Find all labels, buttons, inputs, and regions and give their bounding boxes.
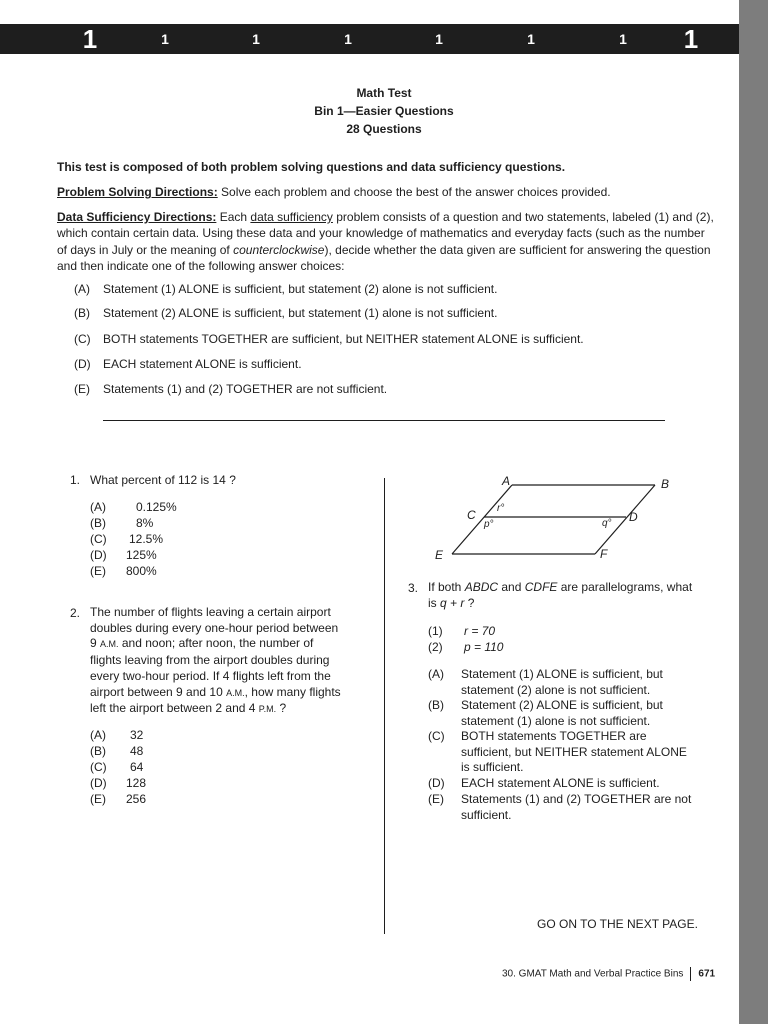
chapter-title: 30. GMAT Math and Verbal Practice Bins xyxy=(502,968,684,980)
column-divider xyxy=(384,478,385,934)
statement-2: (2) p = 110 xyxy=(428,640,504,654)
vertex-e: E xyxy=(435,548,444,562)
test-intro: This test is composed of both problem solving questions and data sufficiency questions. xyxy=(57,160,566,174)
question-3-number: 3. xyxy=(408,581,419,595)
angle-p: p° xyxy=(484,519,494,530)
question-text: What percent of 112 is 14 ? xyxy=(90,473,236,487)
ds-choice: (E) Statements (1) and (2) TOGETHER are not sufficient. xyxy=(74,382,388,396)
statement-1: (1) r = 70 xyxy=(428,624,496,638)
ds-label: Data Sufficiency Directions: xyxy=(57,210,217,224)
question-2-text: The number of flights leaving a certain airport doubles during every one-hour period between 9 A.M. and noon; after noon, the number of flights leaving from the airport doubles during every two-hour period. If 4 flights left from the airport between 9 and 10 A.M., how many flights left the airport between 2 and 4 P.M. ? xyxy=(90,605,341,716)
answer-option[interactable]: (E) 256 xyxy=(90,792,147,806)
answer-option[interactable]: (A) 32 xyxy=(90,728,144,742)
section-number: 1 xyxy=(82,24,98,54)
answer-option[interactable]: (E) 800% xyxy=(90,564,157,578)
answer-option[interactable]: (D) EACH statement ALONE is sufficient. xyxy=(428,776,660,790)
vertex-f: F xyxy=(600,547,608,561)
answer-option[interactable]: (B) Statement (2) ALONE is sufficient, but statement (1) alone is not sufficient. xyxy=(428,698,663,728)
ds-choice: (A) Statement (1) ALONE is sufficient, but statement (2) alone is not sufficient. xyxy=(74,282,498,296)
answer-option[interactable]: (B) 48 xyxy=(90,744,144,758)
page-subtitle: Bin 1—Easier Questions xyxy=(314,104,454,118)
section-number: 1 xyxy=(619,31,627,47)
answer-option[interactable]: (C) BOTH statements TOGETHER are sufficient, but NEITHER statement ALONE is sufficient. xyxy=(428,729,687,775)
section-number: 1 xyxy=(161,31,169,47)
answer-option[interactable]: (D) 125% xyxy=(90,548,157,562)
section-number: 1 xyxy=(435,31,443,47)
section-number: 1 xyxy=(527,31,535,47)
vertex-b: B xyxy=(661,477,670,491)
question-2-number: 2. xyxy=(70,606,81,620)
ps-label: Problem Solving Directions: xyxy=(57,185,218,199)
answer-option[interactable]: (C) 12.5% xyxy=(90,532,164,546)
vertex-a: A xyxy=(502,474,511,488)
section-number: 1 xyxy=(683,24,699,54)
parallelogram-diagram xyxy=(430,470,690,570)
section-number: 1 xyxy=(344,31,352,47)
page-number: 671 xyxy=(698,968,716,980)
ds-choice: (C) BOTH statements TOGETHER are sufficient, but NEITHER statement ALONE is sufficient. xyxy=(74,332,584,346)
angle-q: q° xyxy=(602,518,612,529)
angle-r: r° xyxy=(497,503,505,514)
answer-option[interactable]: (D) 128 xyxy=(90,776,147,790)
next-page-notice: GO ON TO THE NEXT PAGE. xyxy=(537,917,698,931)
ds-choice: (D) EACH statement ALONE is sufficient. xyxy=(74,357,302,371)
ps-text: Solve each problem and choose the best of the answer choices provided. xyxy=(217,185,611,199)
question-count: 28 Questions xyxy=(346,122,422,136)
page-footer xyxy=(502,967,715,981)
vertex-d: D xyxy=(629,510,638,524)
side-strip xyxy=(739,0,768,1024)
answer-option[interactable]: (E) Statements (1) and (2) TOGETHER are not sufficient. xyxy=(428,792,692,822)
answer-option[interactable]: (A) 0.125% xyxy=(90,500,177,514)
answer-option[interactable]: (C) 64 xyxy=(90,760,144,774)
section-band xyxy=(0,24,739,54)
problem-solving-directions xyxy=(57,184,717,200)
question-3-text: If both ABDC and CDFE are parallelograms, what is q + r ? xyxy=(428,580,693,610)
answer-option[interactable]: (B) 8% xyxy=(90,516,154,530)
ds-choice: (B) Statement (2) ALONE is sufficient, but statement (1) alone is not sufficient. xyxy=(74,306,498,320)
section-divider xyxy=(103,420,665,421)
section-number: 1 xyxy=(252,31,260,47)
page-title: Math Test xyxy=(356,86,412,100)
question-1: 1. What percent of 112 is 14 ? xyxy=(70,473,236,487)
line-ae xyxy=(452,485,512,554)
ds-term: data sufficiency xyxy=(250,210,333,224)
data-sufficiency-directions: Data Sufficiency Directions: Each data sufficiency problem consists of a question and two statements, labeled (1) and (2), which contain certain data. Using these data and your knowledge of mathematics and everyday facts (such as the number of days in July or the meaning of counterclockwise), decide whether the data given are sufficient for answering the question and then indicate one of the following answer choices: xyxy=(57,210,714,273)
answer-option[interactable]: (A) Statement (1) ALONE is sufficient, but statement (2) alone is not sufficient. xyxy=(428,667,663,697)
vertex-c: C xyxy=(467,508,476,522)
